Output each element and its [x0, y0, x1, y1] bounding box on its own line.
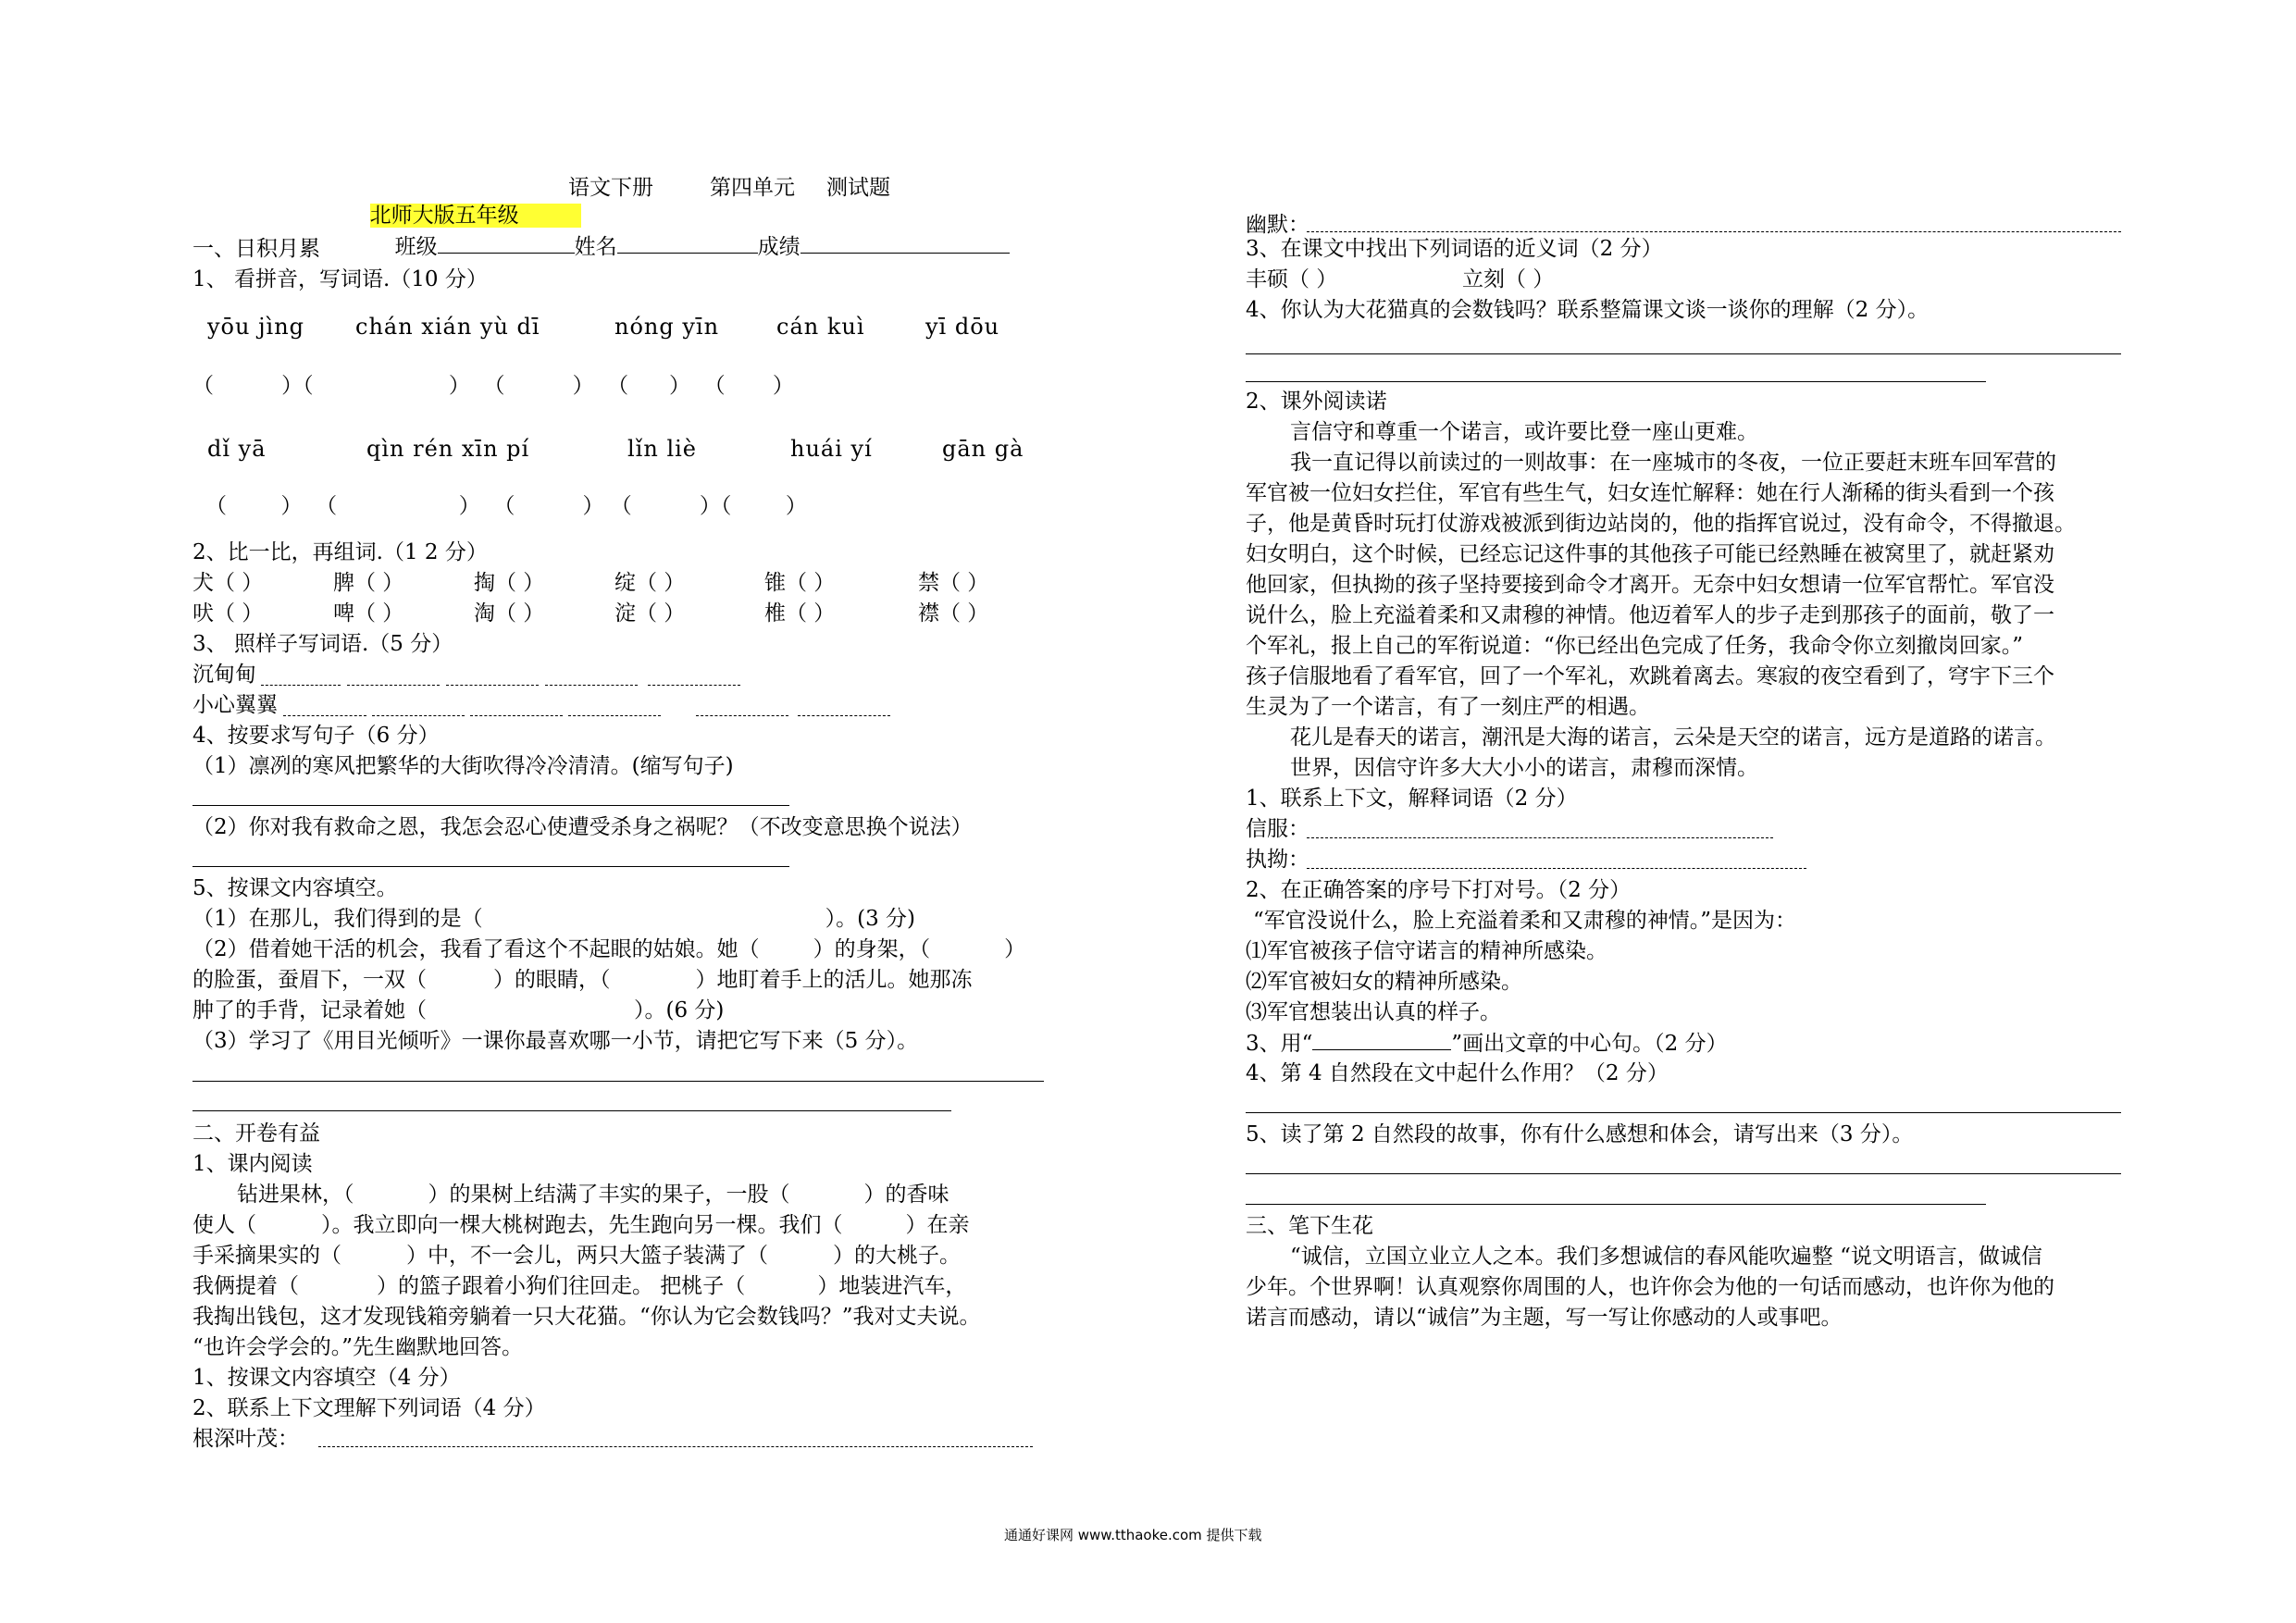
question-5-1 — [192, 905, 915, 933]
answer-line-r2q5b[interactable] — [1246, 1204, 1986, 1205]
question-5-2-cont-1 — [192, 966, 973, 994]
text-line-7: 说什么，脸上充溢着柔和又肃穆的神情。他迈着军人的步子走到那孩子的面前，敬了一 — [1246, 603, 2054, 627]
q5-2-text-c: ） — [1004, 937, 1026, 961]
text-line-5: 妇女明白，这个时候，已经忘记这件事的其他孩子可能已经熟睡在被窝里了，就赶紧劝 — [1246, 542, 2054, 566]
q5-2-text-e: ）的眼睛，（ — [493, 968, 611, 992]
question-4-1: （1）凛冽的寒风把繁华的大街吹得冷冷清清。(缩写句子) — [192, 754, 734, 778]
score-field[interactable] — [800, 232, 1010, 254]
example-word-1: 沉甸甸 — [192, 663, 256, 687]
student-info — [381, 204, 1010, 261]
compare-2-3[interactable]: 淘（ ） — [474, 601, 545, 626]
blank-ex2-5[interactable] — [696, 715, 788, 716]
p2-a: 使人（ — [192, 1213, 256, 1237]
question-2: 2、比一比，再组词.（1 2 分） — [192, 540, 488, 564]
reading-2-q4: 4、第 4 自然段在文中起什么作用？（2 分） — [1246, 1061, 1669, 1085]
blank-ex2-6[interactable] — [798, 715, 890, 716]
text-line-1: 言信守和尊重一个诺言，或许要比登一座山更难。 — [1290, 420, 1758, 444]
title-unit: 第四单元 — [710, 176, 795, 200]
answer-line-r1q4a[interactable] — [1246, 353, 2121, 354]
answer-line-xinfu[interactable] — [1307, 837, 1773, 838]
blank-ex2-3[interactable] — [470, 715, 563, 716]
text-line-8: 个军礼，报上自己的军衔说道：“你已经出色完成了任务，我命令你立刻撤岗回家。” — [1246, 634, 2024, 658]
compare-1-6[interactable]: 禁（ ） — [918, 571, 989, 595]
blank-ex1-5[interactable] — [648, 685, 740, 686]
class-field[interactable] — [438, 232, 575, 254]
word-youmo: 幽默： — [1246, 213, 1309, 237]
composition-line-1: “诚信，立国立业立人之本。我们多想诚信的春风能吹遍整 “说文明语言，做诚信 — [1290, 1245, 2042, 1269]
option-3[interactable]: ⑶军官想装出认真的样子。 — [1246, 1000, 1501, 1024]
answer-parens-row-1[interactable]: （ ）（ ） （ ） （ ） （ ） — [192, 374, 794, 398]
question-1: 1、 看拼音，写词语.（10 分） — [192, 267, 488, 291]
compare-2-6[interactable]: 襟（ ） — [918, 601, 989, 626]
compare-1-5[interactable]: 锥（ ） — [764, 571, 836, 595]
answer-line-r2q5a[interactable] — [1246, 1173, 2121, 1174]
example-1 — [192, 661, 256, 688]
score-label: 成绩 — [757, 235, 800, 259]
reading-1-heading: 1、课内阅读 — [192, 1152, 313, 1176]
q5-2-text-a: （2）借着她干活的机会，我看了看这个不起眼的姑娘。她（ — [192, 937, 760, 961]
pinyin-2-5: gān gà — [942, 436, 1024, 462]
answer-line-zhiniu[interactable] — [1307, 868, 1806, 869]
pinyin-2-2: qìn rén xīn pí — [366, 436, 530, 462]
p2-b: ）。我立即向一棵大桃树跑去，先生跑向另一棵。我们（ — [321, 1213, 843, 1237]
q5-2-text-g: 肿了的手背，记录着她（ — [192, 998, 427, 1022]
p4-c: ）地装进汽车， — [817, 1274, 967, 1298]
answer-line-5-3b[interactable] — [192, 1110, 951, 1111]
example-2 — [192, 691, 278, 719]
reading-2-q5: 5、读了第 2 自然段的故事，你有什么感想和体会，请写出来（3 分）。 — [1246, 1122, 1914, 1146]
compare-2-2[interactable]: 啤（ ） — [333, 601, 404, 626]
synonym-2[interactable]: 立刻（ ） — [1462, 267, 1555, 291]
reading-2-q2: 2、在正确答案的序号下打对号。（2 分） — [1246, 878, 1632, 902]
name-label: 姓名 — [574, 235, 617, 259]
reading-1-q4: 4、你认为大花猫真的会数钱吗？联系整篇课文谈一谈你的理解（2 分）。 — [1246, 298, 1930, 322]
passage-line-6: “也许会学会的。”先生幽默地回答。 — [192, 1335, 524, 1359]
passage-line-5: 我掏出钱包，这才发现钱箱旁躺着一只大花猫。“你认为它会数钱吗？”我对丈夫说。 — [192, 1305, 981, 1329]
blank-ex1-1[interactable] — [261, 685, 341, 686]
footer-credit: 通通好课网 www.tthaoke.com 提供下载 — [1004, 1527, 1262, 1543]
blank-ex1-3[interactable] — [446, 685, 539, 686]
q5-1-text: （1）在那儿，我们得到的是（ — [192, 907, 483, 931]
text-line-11: 花儿是春天的诺言，潮汛是大海的诺言，云朵是天空的诺言，远方是道路的诺言。 — [1290, 725, 2056, 750]
option-1[interactable]: ⑴军官被孩子信守诺言的精神所感染。 — [1246, 939, 1607, 963]
p2-c: ）在亲 — [905, 1213, 970, 1237]
compare-2-4[interactable]: 淀（ ） — [614, 601, 686, 626]
compare-1-3[interactable]: 掏（ ） — [474, 571, 545, 595]
composition-line-2: 少年。个世界啊！认真观察你周围的人，也许你会为他的一句话而感动，也许你为他的 — [1246, 1275, 2054, 1299]
word-zhiniu: 执拗： — [1246, 848, 1309, 872]
question-3: 3、 照样子写词语.（5 分） — [192, 632, 453, 656]
synonym-1[interactable]: 丰硕（ ） — [1246, 267, 1338, 291]
p4-a: 我俩提着（ — [192, 1274, 299, 1298]
compare-1-1[interactable]: 犬（ ） — [192, 571, 264, 595]
question-4: 4、按要求写句子（6 分） — [192, 724, 440, 748]
q5-1-score: ）。(3 分) — [825, 907, 916, 931]
compare-1-2[interactable]: 脾（ ） — [333, 571, 404, 595]
answer-line-word-2[interactable] — [1307, 231, 2121, 232]
compare-2-1[interactable]: 吠（ ） — [192, 601, 264, 626]
answer-line-5-3a[interactable] — [192, 1081, 1044, 1082]
answer-line-4-1[interactable] — [192, 805, 789, 806]
passage-line-4 — [192, 1272, 966, 1300]
section-1-heading: 一、日积月累 — [192, 237, 320, 261]
title-series: 北师大版五年级 — [369, 204, 519, 228]
pinyin-1-4: cán kuì — [776, 314, 865, 340]
blank-ex1-2[interactable] — [347, 685, 440, 686]
pinyin-2-4: huái yí — [790, 436, 873, 462]
name-field[interactable] — [617, 232, 758, 254]
q5-2-text-h: ）。(6 分) — [634, 998, 725, 1022]
title-book: 语文下册 — [568, 176, 653, 200]
q3-text-a: 3、用“ — [1246, 1032, 1313, 1056]
p1-c: ）的香味 — [863, 1183, 949, 1207]
reading-2-q3 — [1246, 1029, 1728, 1058]
answer-line-4-2[interactable] — [192, 866, 789, 867]
passage-line-1 — [237, 1181, 949, 1208]
question-5: 5、按课文内容填空。 — [192, 876, 398, 900]
text-line-3: 军官被一位妇女拦住，军官有些生气，妇女连忙解释：她在行人渐稀的街头看到一个孩 — [1246, 481, 2054, 505]
q3-underline-sample — [1312, 1029, 1451, 1050]
example-word-2: 小心翼翼 — [192, 693, 278, 717]
pinyin-1-5: yī dōu — [925, 314, 1000, 340]
section-3-heading: 三、笔下生花 — [1246, 1214, 1373, 1238]
p1-b: ）的果树上结满了丰实的果子，一股（ — [428, 1183, 790, 1207]
p1-a: 钻进果林，（ — [237, 1183, 354, 1207]
q5-2-text-b: ）的身架，（ — [813, 937, 931, 961]
pinyin-1-1: yōu jìng — [207, 314, 305, 340]
reading-2-q2-stem: “军官没说什么，脸上充溢着柔和又肃穆的神情。”是因为： — [1253, 909, 1797, 933]
reading-2-heading: 2、课外阅读诺 — [1246, 390, 1387, 414]
pinyin-1-3: nóng yīn — [614, 314, 720, 340]
blank-ex2-2[interactable] — [372, 715, 465, 716]
p4-b: ）的篮子跟着小狗们往回走。 把桃子（ — [377, 1274, 746, 1298]
composition-line-3: 诺言而感动，请以“诚信”为主题，写一写让你感动的人或事吧。 — [1246, 1306, 1843, 1330]
question-5-2-cont-2 — [192, 997, 724, 1024]
word-xinfu: 信服： — [1246, 817, 1309, 841]
pinyin-1-2: chán xián yù dī — [355, 314, 540, 340]
text-line-12: 世界，因信守许多大大小小的诺言，肃穆而深情。 — [1290, 756, 1758, 780]
text-line-4: 子，他是黄昏时玩打仗游戏被派到街边站岗的，他的指挥官说过，没有命令，不得撤退。 — [1246, 512, 2076, 536]
answer-line-r1q4b[interactable] — [1246, 381, 1986, 382]
title-kind: 测试题 — [826, 176, 890, 200]
p3-a: 手采摘果实的（ — [192, 1244, 341, 1268]
q5-2-text-d: 的脸蛋，蚕眉下，一双（ — [192, 968, 427, 992]
passage-line-3 — [192, 1242, 961, 1270]
text-line-2: 我一直记得以前读过的一则故事：在一座城市的冬夜，一位正要赶末班车回军营的 — [1290, 451, 2056, 475]
reading-1-q1: 1、按课文内容填空（4 分） — [192, 1366, 461, 1390]
pinyin-2-3: lǐn liè — [627, 436, 697, 462]
p3-c: ）的大桃子。 — [833, 1244, 961, 1268]
pinyin-2-1: dǐ yā — [207, 436, 267, 462]
compare-2-5[interactable]: 椎（ ） — [764, 601, 836, 626]
option-2[interactable]: ⑵军官被妇女的精神所感染。 — [1246, 970, 1522, 994]
p3-b: ）中，不一会儿，两只大篮子装满了（ — [406, 1244, 768, 1268]
q5-2-text-f: ）地盯着手上的活儿。她那冻 — [695, 968, 973, 992]
passage-line-2 — [192, 1211, 970, 1239]
question-5-2 — [192, 935, 1025, 963]
reading-1-q3: 3、在课文中找出下列词语的近义词（2 分） — [1246, 237, 1663, 261]
section-2-heading: 二、开卷有益 — [192, 1121, 320, 1146]
compare-1-4[interactable]: 绽（ ） — [614, 571, 686, 595]
question-5-3: （3）学习了《用目光倾听》一课你最喜欢哪一小节，请把它写下来（5 分）。 — [192, 1029, 919, 1053]
answer-line-word-1[interactable] — [318, 1446, 1033, 1447]
reading-1-q2: 2、联系上下文理解下列词语（4 分） — [192, 1396, 546, 1420]
class-label: 班级 — [394, 235, 438, 259]
text-line-10: 生灵为了一个诺言，有了一刻庄严的相遇。 — [1246, 695, 1650, 719]
blank-ex1-4[interactable] — [545, 685, 638, 686]
answer-parens-row-2[interactable]: （ ） （ ） （ ） （ ）（ ） — [205, 494, 807, 518]
question-4-2: （2）你对我有救命之恩，我怎会忍心使遭受杀身之祸呢？（不改变意思换个说法） — [192, 815, 973, 839]
reading-2-q1: 1、联系上下文，解释词语（2 分） — [1246, 787, 1578, 811]
blank-ex2-1[interactable] — [283, 715, 366, 716]
answer-line-r2q4[interactable] — [1246, 1112, 2121, 1113]
blank-ex2-4[interactable] — [568, 715, 661, 716]
q3-text-b: ”画出文章的中心句。（2 分） — [1451, 1032, 1728, 1056]
word-genshenyemao: 根深叶茂： — [192, 1427, 299, 1451]
text-line-9: 孩子信服地看了看军官，回了一个军礼，欢跳着离去。寒寂的夜空看到了，穹宇下三个 — [1246, 664, 2054, 688]
text-line-6: 他回家，但执拗的孩子坚持要接到命令才离开。无奈中妇女想请一位军官帮忙。军官没 — [1246, 573, 2054, 597]
